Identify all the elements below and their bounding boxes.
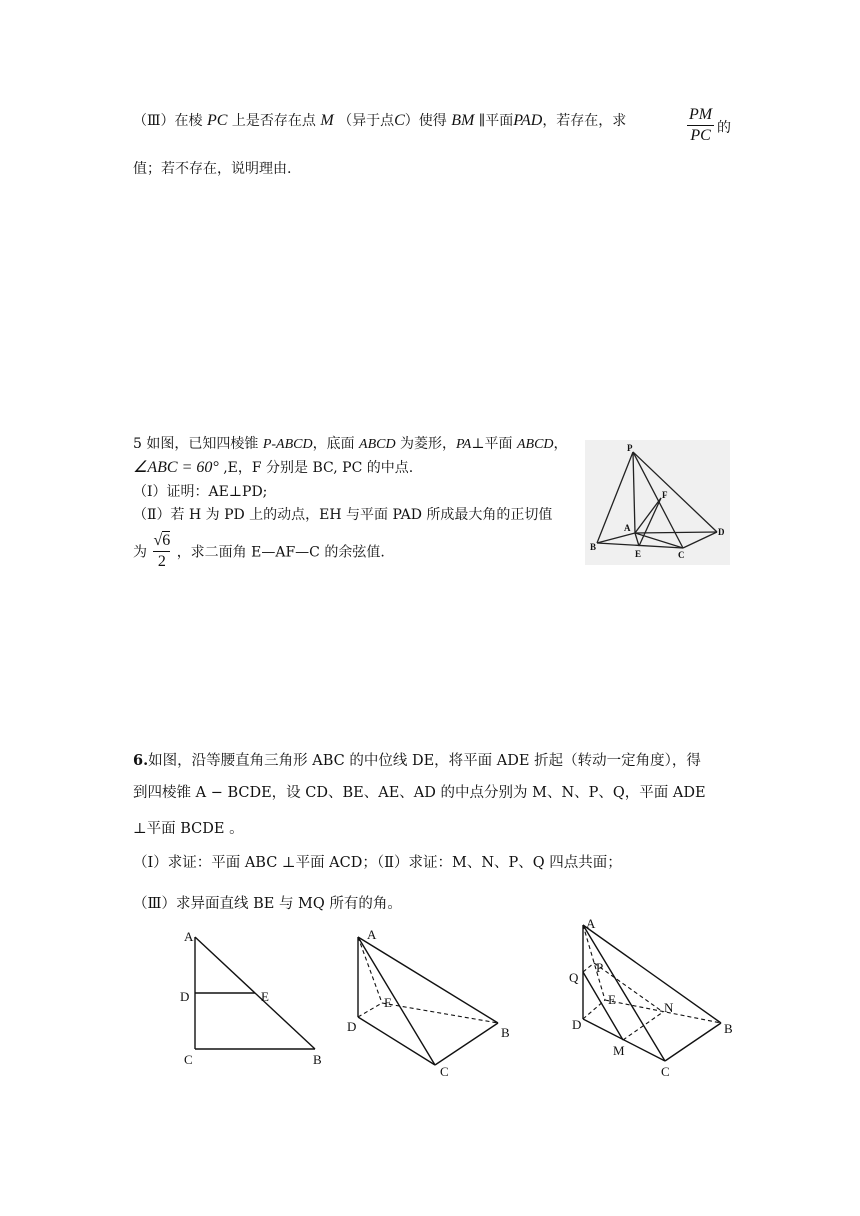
q4-part3-line1: （Ⅲ）在棱 PC 上是否存在点 M （异于点C）使得 BM ∥平面PAD，若存在，求 (133, 112, 627, 129)
hidden-de (583, 1000, 605, 1019)
edge-cb (665, 1023, 721, 1061)
label-e: E (384, 995, 392, 1010)
label-b: B (313, 1052, 322, 1065)
q6-figure-1 (175, 925, 335, 1065)
q6-line2: 到四棱锥 A − BCDE，设 CD、BE、AE、AD 的中点分别为 M、N、P、Q，平面 ADE (133, 785, 706, 801)
q6-line3: ⊥平面 BCDE 。 (133, 821, 244, 837)
label-c: C (661, 1064, 670, 1079)
label-b: B (724, 1021, 733, 1036)
q6-pyramid-svg (340, 925, 520, 1080)
label-a: A (367, 927, 377, 942)
label-p: P (596, 960, 604, 975)
q6-line5: （Ⅲ）求异面直线 BE 与 MQ 所有的角。 (133, 896, 402, 912)
label-c: C (440, 1064, 449, 1079)
label-a: A (586, 916, 596, 931)
q4-part3-line1-end: 的 (717, 120, 731, 136)
q6-line4: （Ⅰ）求证：平面 ABC ⊥平面 ACD；（Ⅱ）求证：M、N、P、Q 四点共面； (133, 855, 622, 871)
label-c: C (184, 1052, 193, 1065)
label-p: P (627, 443, 633, 453)
q5-part2-line1: （Ⅱ）若 H 为 PD 上的动点，EH 与平面 PAD 所成最大角的正切值 (133, 507, 553, 523)
label-d: D (572, 1017, 582, 1032)
label-a: A (184, 929, 194, 944)
label-e: E (261, 989, 269, 1004)
edge-ac (358, 937, 435, 1065)
q5-line1: 5 如图，已知四棱锥 P-ABCD，底面 ABCD 为菱形，PA⊥平面 ABCD， (133, 436, 568, 452)
q5-part1: （Ⅰ）证明：AE⊥PD; (133, 484, 268, 500)
label-n: N (664, 1000, 674, 1015)
label-e: E (608, 992, 616, 1007)
hidden-qp (583, 963, 594, 972)
label-a: A (624, 523, 631, 533)
q4-part3-line2: 值；若不存在，说明理由. (133, 161, 292, 177)
q6-triangle-svg (175, 925, 335, 1065)
q6-pyramid-midpoints-svg (565, 915, 745, 1080)
label-d: D (347, 1019, 357, 1034)
sqrt6-over-2: $\frac{√6}{2}$ (153, 532, 171, 570)
q6-line1: 6.如图，沿等腰直角三角形 ABC 的中位线 DE，将平面 ADE 折起（转动一定角度），得 (133, 752, 701, 769)
label-m: M (613, 1043, 625, 1058)
q6-figure-3 (565, 915, 745, 1080)
q5-pyramid-svg (585, 440, 730, 565)
label-f: F (662, 490, 668, 500)
label-c: C (678, 550, 685, 560)
label-d: D (180, 989, 190, 1004)
label-d: D (718, 527, 725, 537)
hidden-de (358, 1003, 382, 1017)
q5-line2: ∠ABC = 60° ,E，F 分别是 BC, PC 的中点. (133, 459, 414, 476)
hidden-mn (623, 1012, 663, 1040)
fraction-pm-pc: $\frac{PM}{PC}$ (689, 106, 713, 144)
q5-pyramid-figure (585, 440, 730, 565)
label-b: B (501, 1025, 510, 1040)
edge-dc (358, 1017, 435, 1065)
q6-figure-2 (340, 925, 520, 1080)
edge-cb (435, 1023, 498, 1065)
label-e: E (635, 549, 642, 559)
label-b: B (590, 542, 597, 552)
edge-ab (358, 937, 498, 1023)
label-q: Q (569, 970, 579, 985)
q5-part2-line2: 为 $\frac{√6}{2}$ ，求二面角 E—AF—C 的余弦值. (133, 532, 385, 570)
